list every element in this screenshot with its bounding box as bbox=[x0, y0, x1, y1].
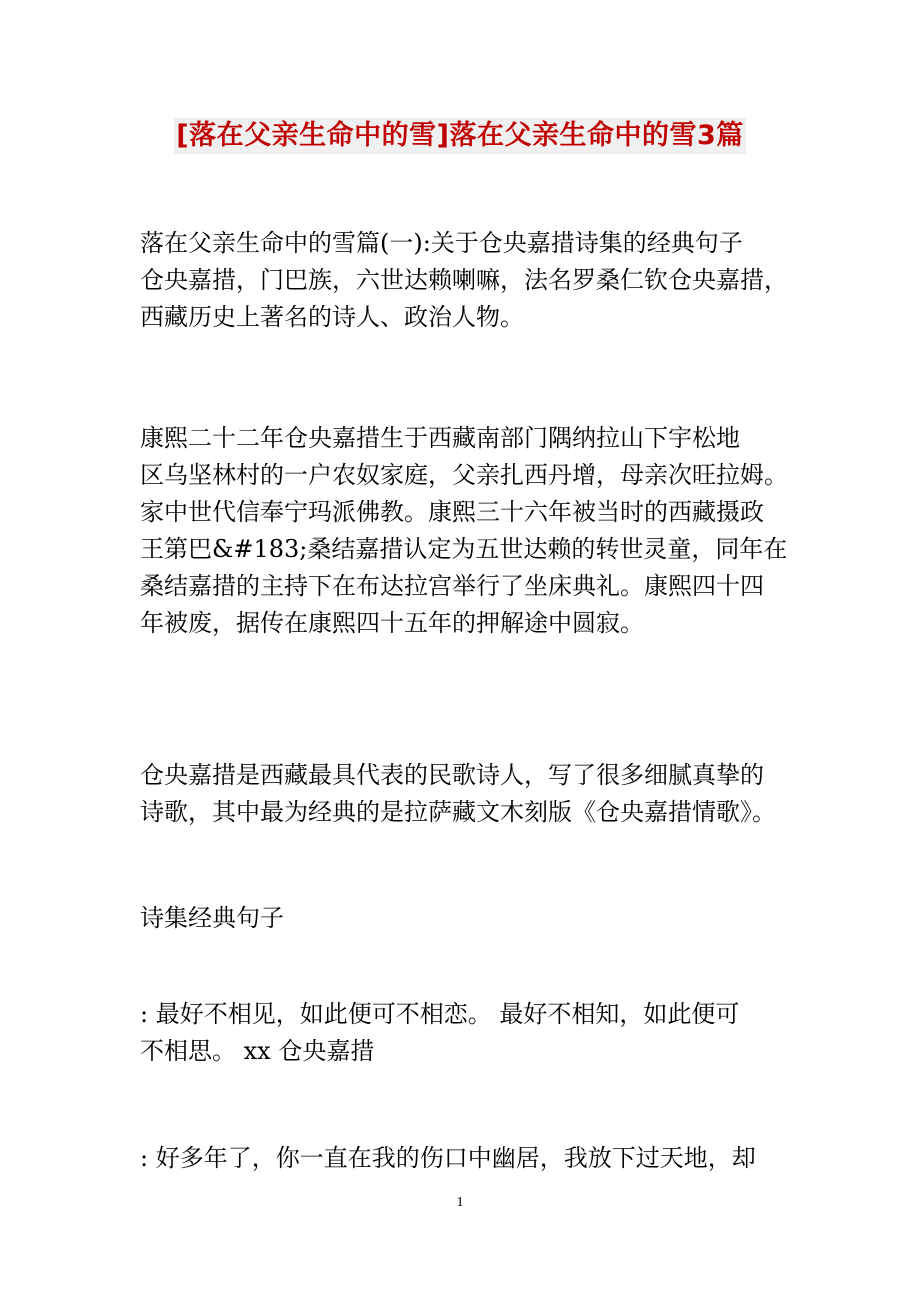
text-line: 诗集经典句子 bbox=[140, 904, 284, 932]
text-line: 诗歌，其中最为经典的是拉萨藏文木刻版《仓央嘉措情歌》。 bbox=[140, 798, 776, 826]
title-container bbox=[0, 118, 920, 154]
text-line: 康熙二十二年仓央嘉措生于西藏南部门隅纳拉山下宇松地 bbox=[140, 424, 740, 452]
text-line: 年被废，据传在康熙四十五年的押解途中圆寂。 bbox=[140, 609, 644, 637]
text-line: 仓央嘉措是西藏最具代表的民歌诗人，写了很多细腻真挚的 bbox=[140, 761, 764, 789]
paragraph-2 bbox=[140, 420, 800, 642]
text-line: : 好多年了，你一直在我的伤口中幽居，我放下过天地，却 bbox=[140, 1144, 756, 1172]
text-line: 仓央嘉措，门巴族，六世达赖喇嘛，法名罗桑仁钦仓央嘉措， bbox=[140, 266, 788, 294]
quote-2 bbox=[140, 1140, 800, 1177]
text-line: 不相思。 xx 仓央嘉措 bbox=[140, 1037, 375, 1065]
paragraph-1 bbox=[140, 225, 800, 336]
quote-1 bbox=[140, 996, 800, 1070]
text-line: 西藏历史上著名的诗人、政治人物。 bbox=[140, 303, 524, 331]
text-line: 王第巴&#183;桑结嘉措认定为五世达赖的转世灵童，同年在 bbox=[140, 535, 788, 563]
text-line: 桑结嘉措的主持下在布达拉宫举行了坐床典礼。康熙四十四 bbox=[140, 572, 764, 600]
document-title: [落在父亲生命中的雪]落在父亲生命中的雪3篇 bbox=[174, 118, 745, 154]
section-heading bbox=[140, 900, 800, 937]
text-line: 家中世代信奉宁玛派佛教。康熙三十六年被当时的西藏摄政 bbox=[140, 498, 764, 526]
text-line: 区乌坚林村的一户农奴家庭，父亲扎西丹增，母亲次旺拉姆。 bbox=[140, 461, 788, 489]
paragraph-3 bbox=[140, 757, 800, 831]
text-line: 落在父亲生命中的雪篇(一):关于仓央嘉措诗集的经典句子 bbox=[140, 229, 743, 257]
text-line: : 最好不相见，如此便可不相恋。 最好不相知，如此便可 bbox=[140, 1000, 740, 1028]
page-number: 1 bbox=[456, 1195, 464, 1210]
